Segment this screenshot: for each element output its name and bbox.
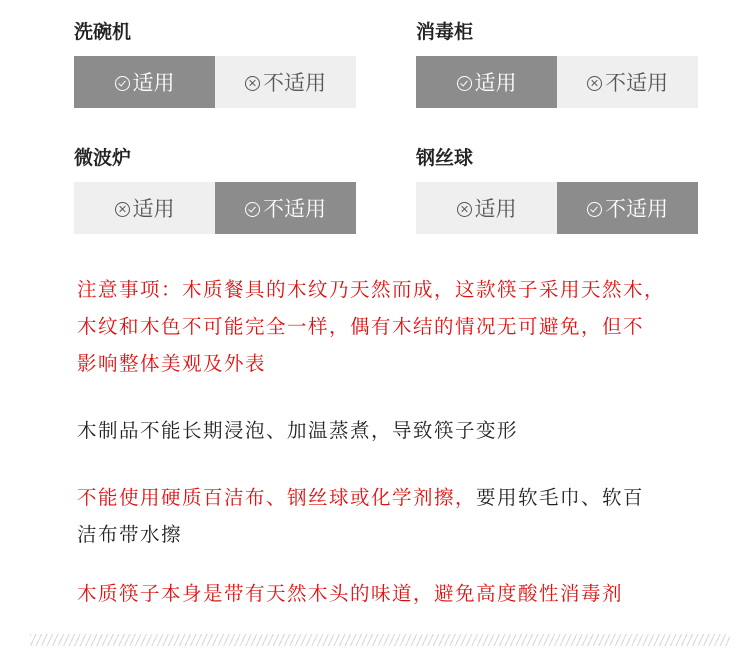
option-label: 适用 [474,71,517,95]
option-applicable[interactable] [74,56,215,108]
option-toggle [416,56,698,108]
note-line: 洁布带水擦 [77,523,183,546]
group-title: 微波炉 [74,147,132,169]
group-title: 钢丝球 [416,147,474,169]
cross-circle-icon [245,76,260,91]
cross-circle-icon [587,76,602,91]
note-line: 木纹和木色不可能完全一样，偶有木结的情况无可避免，但不 [77,315,645,338]
check-circle-icon [115,76,130,91]
option-label: 不适用 [263,71,326,95]
option-label: 不适用 [605,197,668,221]
option-applicable[interactable] [416,56,557,108]
note-advice-text: 要用软毛巾、软百 [476,486,645,509]
option-applicable[interactable] [416,182,557,234]
option-toggle [416,182,698,234]
care-note-soaking [77,412,727,449]
option-toggle [74,182,356,234]
care-note-odor [77,575,727,612]
option-toggle [74,56,356,108]
note-line: 木质筷子本身是带有天然木头的味道，避免高度酸性消毒剂 [77,582,624,605]
hatched-divider [30,634,730,646]
care-note-wood-grain [77,271,727,382]
check-circle-icon [245,202,260,217]
option-not-applicable[interactable] [215,56,356,108]
note-line: 注意事项：木质餐具的木纹乃天然而成，这款筷子采用天然木， [77,278,666,301]
option-not-applicable[interactable] [557,182,698,234]
cross-circle-icon [115,202,130,217]
option-label: 不适用 [605,71,668,95]
option-label: 适用 [132,71,175,95]
note-line: 影响整体美观及外表 [77,352,267,375]
check-circle-icon [587,202,602,217]
option-applicable[interactable] [74,182,215,234]
group-title: 消毒柜 [416,21,474,43]
note-line: 木制品不能长期浸泡、加温蒸煮，导致筷子变形 [77,419,519,442]
group-title: 洗碗机 [74,21,132,43]
note-warning-text: 不能使用硬质百洁布、钢丝球或化学剂擦， [77,486,477,509]
check-circle-icon [457,76,472,91]
option-label: 适用 [474,197,517,221]
option-label: 适用 [132,197,175,221]
note-line [77,479,727,516]
cross-circle-icon [457,202,472,217]
care-note-cleaning [77,479,727,553]
option-label: 不适用 [263,197,326,221]
option-not-applicable[interactable] [215,182,356,234]
option-not-applicable[interactable] [557,56,698,108]
